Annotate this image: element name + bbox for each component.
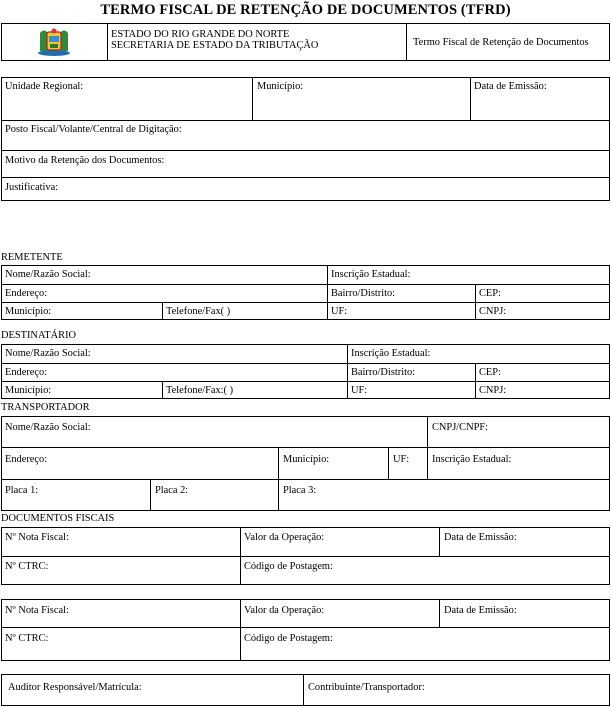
- transportador-box: [1, 416, 610, 511]
- destinatario-uf-field[interactable]: UF:: [351, 385, 368, 396]
- motivo-field[interactable]: Motivo da Retenção dos Documentos:: [5, 155, 165, 166]
- destinatario-telefone-field[interactable]: Telefone/Fax:( ): [166, 385, 234, 396]
- destinatario-cnpj-field[interactable]: CNPJ:: [479, 385, 507, 396]
- doc-data-emissao-field[interactable]: Data de Emissão:: [444, 605, 517, 616]
- remetente-box: [1, 265, 610, 320]
- data-emissao-field[interactable]: Data de Emissão:: [474, 81, 547, 92]
- remetente-heading: REMETENTE: [1, 252, 63, 263]
- placa1-field[interactable]: Placa 1:: [5, 485, 39, 496]
- secretaria-name: SECRETARIA DE ESTADO DA TRIBUTAÇÃO: [111, 40, 319, 51]
- ctrc-field[interactable]: Nº CTRC:: [5, 633, 49, 644]
- destinatario-endereco-field[interactable]: Endereço:: [5, 367, 48, 378]
- transportador-nome-field[interactable]: Nome/Razão Social:: [5, 422, 91, 433]
- documento-block-1: [1, 527, 610, 585]
- nota-fiscal-field[interactable]: Nº Nota Fiscal:: [5, 605, 69, 616]
- documento-block-2: [1, 599, 610, 661]
- unidade-regional-field[interactable]: Unidade Regional:: [5, 81, 84, 92]
- nota-fiscal-field[interactable]: Nº Nota Fiscal:: [5, 532, 69, 543]
- header-box: [1, 23, 610, 61]
- contribuinte-field[interactable]: Contribuinte/Transportador:: [308, 682, 425, 693]
- placa3-field[interactable]: Placa 3:: [283, 485, 317, 496]
- destinatario-municipio-field[interactable]: Município:: [5, 385, 52, 396]
- state-coat-of-arms-icon: [34, 27, 74, 57]
- transportador-cnpj-field[interactable]: CNPJ/CNPF:: [432, 422, 489, 433]
- form-name: Termo Fiscal de Retenção de Documentos: [413, 37, 589, 48]
- posto-fiscal-field[interactable]: Posto Fiscal/Volante/Central de Digitação:: [5, 124, 182, 135]
- state-name: ESTADO DO RIO GRANDE DO NORTE: [111, 29, 290, 40]
- auditor-field[interactable]: Auditor Responsável/Matrícula:: [8, 682, 142, 693]
- justificativa-field[interactable]: Justificativa:: [5, 182, 59, 193]
- signature-box: [1, 674, 610, 706]
- remetente-endereco-field[interactable]: Endereço:: [5, 288, 48, 299]
- valor-operacao-field[interactable]: Valor da Operação:: [244, 605, 325, 616]
- remetente-inscricao-field[interactable]: Inscrição Estadual:: [331, 269, 411, 280]
- destinatario-heading: DESTINATÁRIO: [1, 330, 77, 341]
- transportador-endereco-field[interactable]: Endereço:: [5, 454, 48, 465]
- doc-data-emissao-field[interactable]: Data de Emissão:: [444, 532, 517, 543]
- remetente-municipio-field[interactable]: Município:: [5, 306, 52, 317]
- valor-operacao-field[interactable]: Valor da Operação:: [244, 532, 325, 543]
- general-info-box: [1, 77, 610, 201]
- transportador-municipio-field[interactable]: Município:: [283, 454, 330, 465]
- transportador-uf-field[interactable]: UF:: [393, 454, 410, 465]
- remetente-nome-field[interactable]: Nome/Razão Social:: [5, 269, 91, 280]
- documentos-heading: DOCUMENTOS FISCAIS: [1, 513, 115, 524]
- remetente-uf-field[interactable]: UF:: [331, 306, 348, 317]
- municipio-field[interactable]: Município:: [257, 81, 304, 92]
- codigo-postagem-field[interactable]: Código de Postagem:: [244, 561, 333, 572]
- destinatario-cep-field[interactable]: CEP:: [479, 367, 501, 378]
- destinatario-bairro-field[interactable]: Bairro/Distrito:: [351, 367, 416, 378]
- destinatario-inscricao-field[interactable]: Inscrição Estadual:: [351, 348, 431, 359]
- transportador-inscricao-field[interactable]: Inscrição Estadual:: [432, 454, 512, 465]
- codigo-postagem-field[interactable]: Código de Postagem:: [244, 633, 333, 644]
- destinatario-nome-field[interactable]: Nome/Razão Social:: [5, 348, 91, 359]
- ctrc-field[interactable]: Nº CTRC:: [5, 561, 49, 572]
- destinatario-box: [1, 344, 610, 399]
- page-title: TERMO FISCAL DE RETENÇÃO DE DOCUMENTOS (TFRD): [100, 2, 511, 18]
- remetente-cep-field[interactable]: CEP:: [479, 288, 501, 299]
- remetente-telefone-field[interactable]: Telefone/Fax( ): [166, 306, 231, 317]
- remetente-cnpj-field[interactable]: CNPJ:: [479, 306, 507, 317]
- transportador-heading: TRANSPORTADOR: [1, 402, 90, 413]
- remetente-bairro-field[interactable]: Bairro/Distrito:: [331, 288, 396, 299]
- placa2-field[interactable]: Placa 2:: [155, 485, 189, 496]
